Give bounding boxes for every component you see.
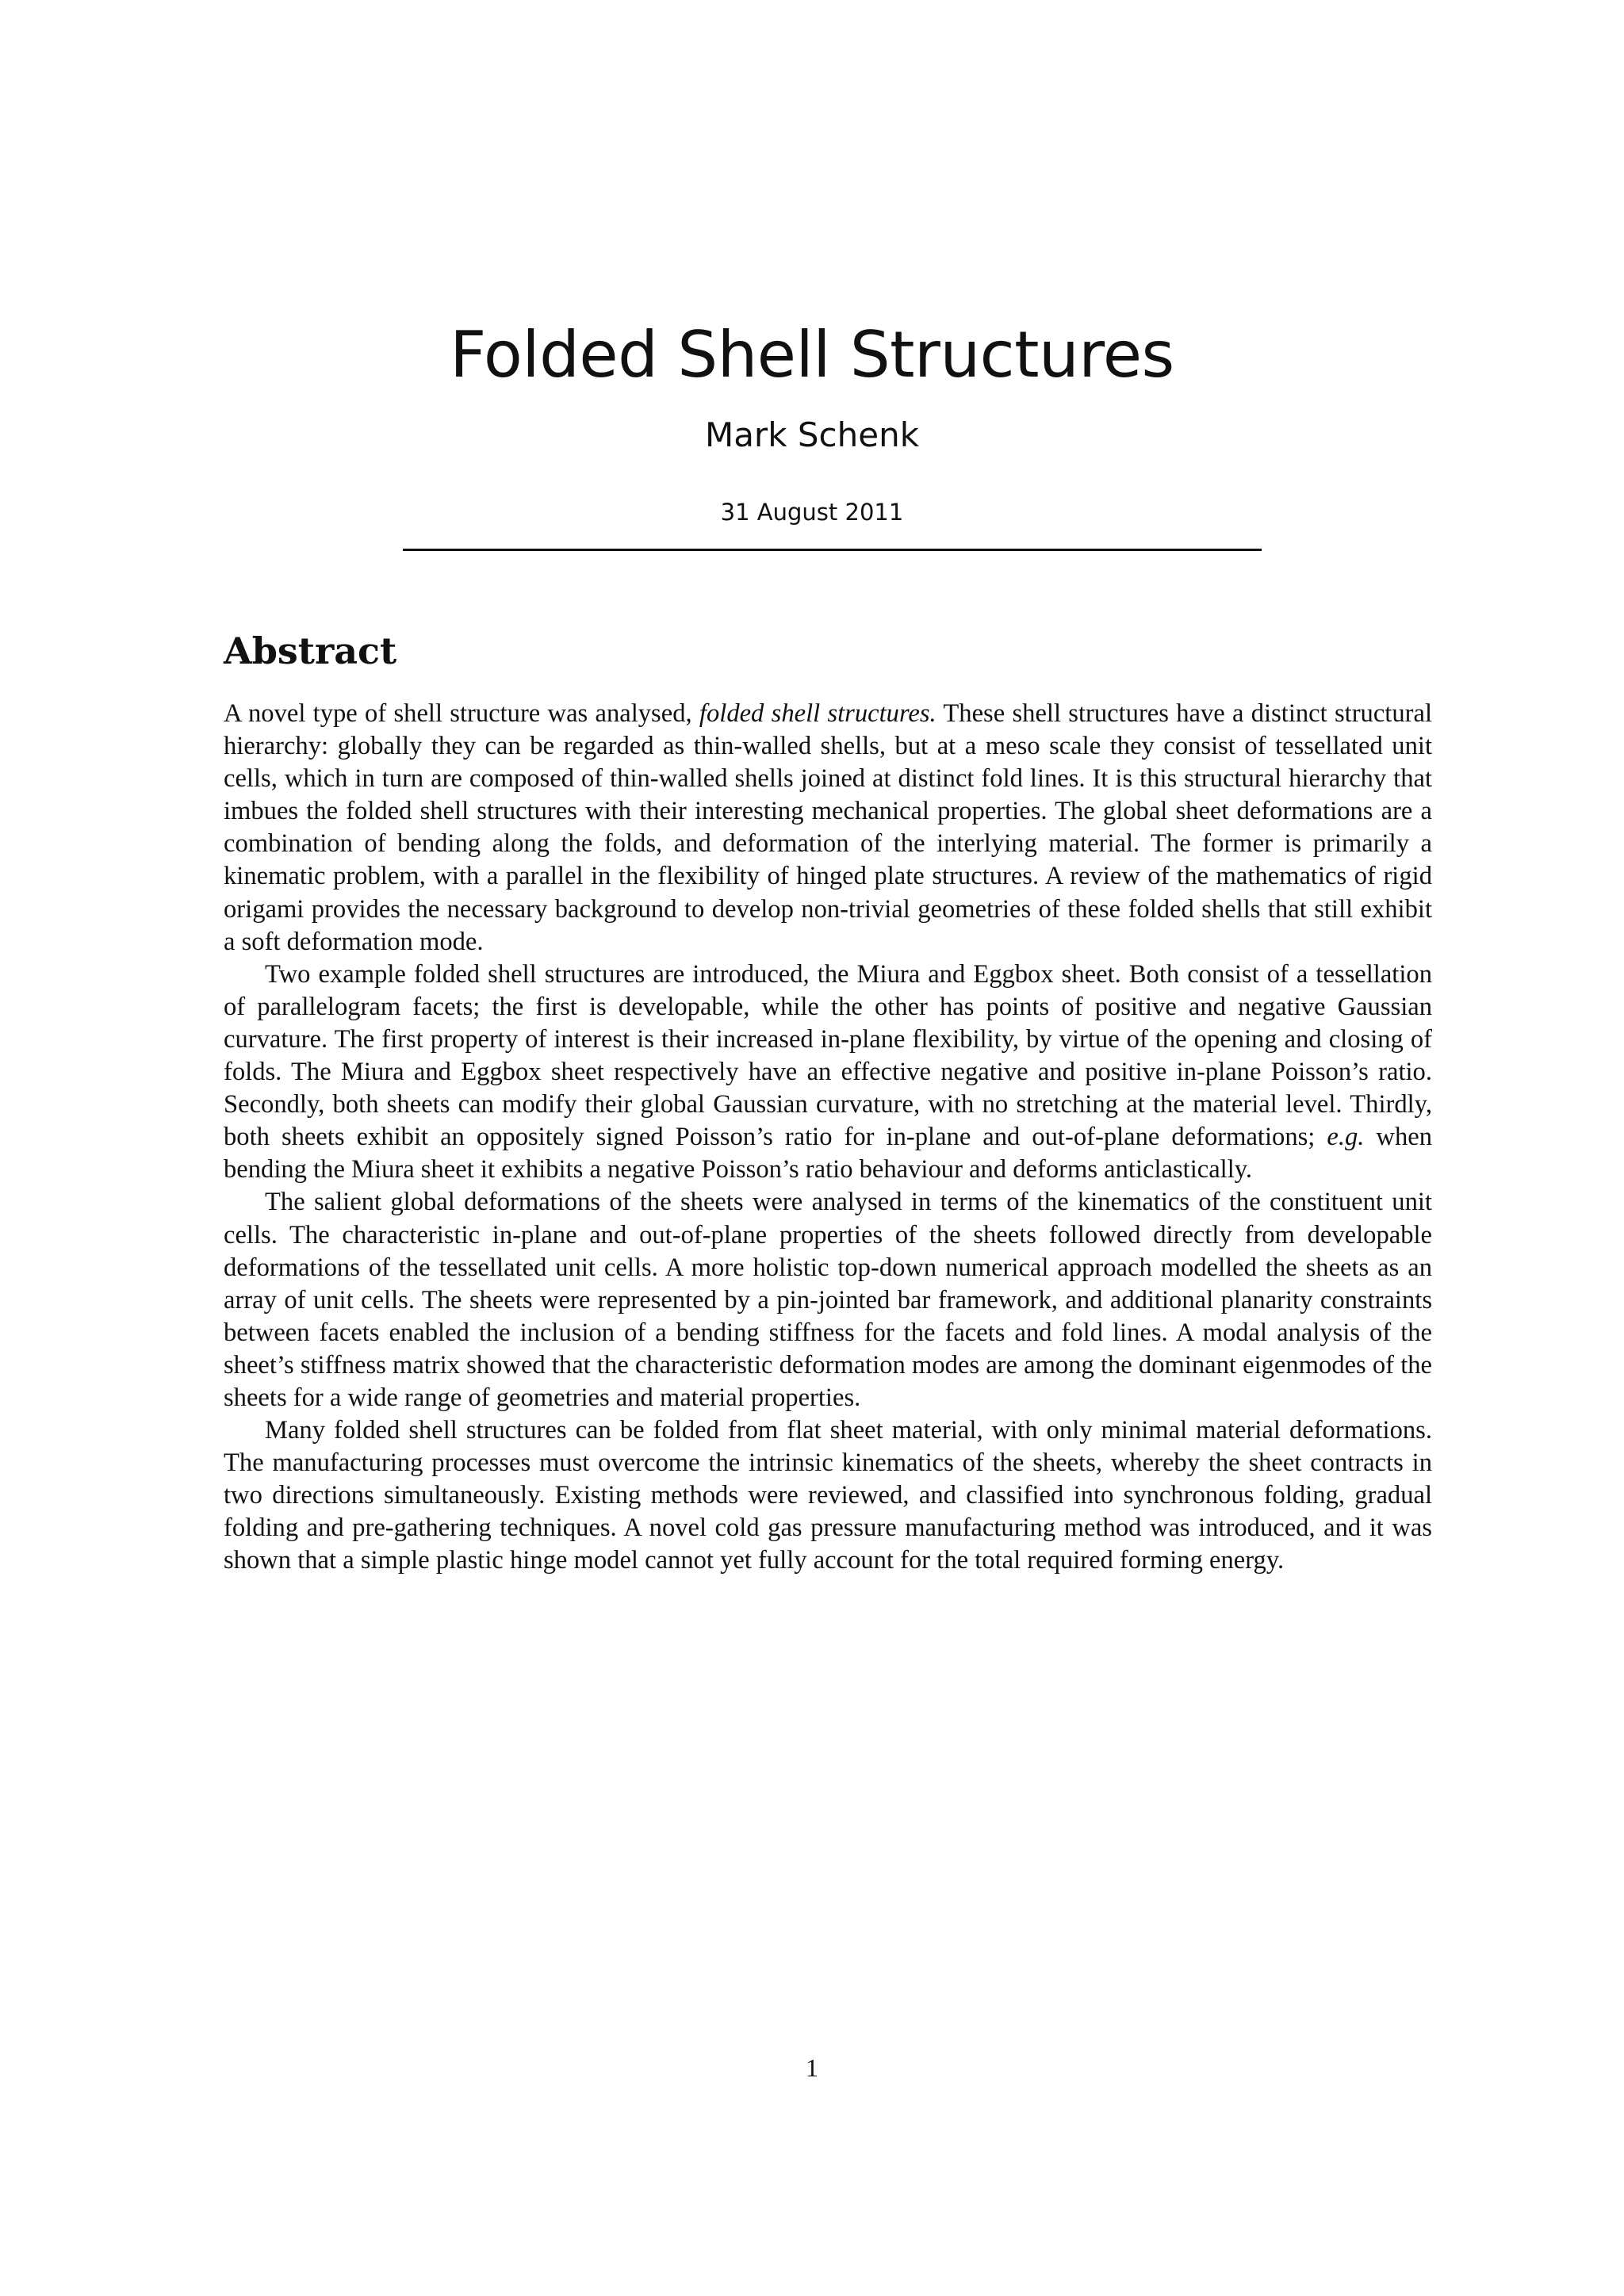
abstract-paragraph-2	[224, 959, 1432, 1187]
abstract-heading: Abstract	[224, 629, 397, 672]
abstract-p1-text-a: A novel type of shell structure was analysed,	[224, 699, 699, 728]
abstract-p1-emphasis: folded shell structures.	[699, 699, 936, 728]
abstract-p2-text-b: when bending the Miura sheet it exhibits a negative Poisson’s ratio behaviour and deforms anticlastically.	[224, 1123, 1432, 1184]
author-name: Mark Schenk	[704, 415, 920, 454]
abstract-paragraph-4: Many folded shell structures can be folded from flat sheet material, with only minimal material deformations. The manufacturing processes must overcome the intrinsic kinematics of the sheets, whereby the sheet contracts in two directions simultaneously. Existing methods were reviewed, and classified into synchronous folding, gradual folding and pre-gathering techniques. A novel cold gas pressure manufacturing method was introduced, and it was shown that a simple plastic hinge model cannot yet fully account for the total required forming energy.	[224, 1416, 1432, 1575]
page-number: 1	[806, 2053, 818, 2082]
document-title: Folded Shell Structures	[450, 318, 1174, 392]
title-divider	[403, 549, 1262, 551]
abstract-paragraph-3: The salient global deformations of the sheets were analysed in terms of the kinematics of the constituent unit cells. The characteristic in-plane and out-of-plane properties of the sheets followed directly from developable deformations of the tessellated unit cells. A more holistic top-down numerical approach modelled the sheets as an array of unit cells. The sheets were represented by a pin-jointed bar framework, and additional planarity constraints between facets enabled the inclusion of a bending stiffness for the facets and fold lines. A modal analysis of the sheet’s stiffness matrix showed that the characteristic deformation modes are among the dominant eigenmodes of the sheets for a wide range of geometries and material properties.	[224, 1188, 1432, 1412]
abstract-body	[224, 698, 1432, 1578]
abstract-paragraph-1	[224, 698, 1432, 959]
abstract-p2-text-a: Two example folded shell structures are introduced, the Miura and Eggbox sheet. Both consist of a tessellation of parallelogram facets; the first is developable, while the other has points of positive and negative Gaussian curvature. The first property of interest is their increased in-plane flexibility, by virtue of the opening and closing of folds. The Miura and Eggbox sheet respectively have an effective negative and positive in-plane Poisson’s ratio. Secondly, both sheets can modify their global Gaussian curvature, with no stretching at the material level. Thirdly, both sheets exhibit an oppositely signed Poisson’s ratio for in-plane and out-of-plane deformations;	[224, 959, 1432, 1152]
publication-date: 31 August 2011	[720, 499, 904, 526]
abstract-p2-emphasis: e.g.	[1327, 1123, 1365, 1152]
abstract-p1-text-b: These shell structures have a distinct structural hierarchy: globally they can be regarded as thin-walled shells, but at a meso scale they consist of tessellated unit cells, which in turn are composed of thin-walled shells joined at distinct fold lines. It is this structural hierarchy that imbues the folded shell structures with their interesting mechanical properties. The global sheet deformations are a combination of bending along the folds, and deformation of the interlying material. The former is primarily a kinematic problem, with a parallel in the flexibility of hinged plate structures. A review of the mathematics of rigid origami provides the necessary background to develop non-trivial geometries of these folded shells that still exhibit a soft deformation mode.	[224, 699, 1432, 956]
